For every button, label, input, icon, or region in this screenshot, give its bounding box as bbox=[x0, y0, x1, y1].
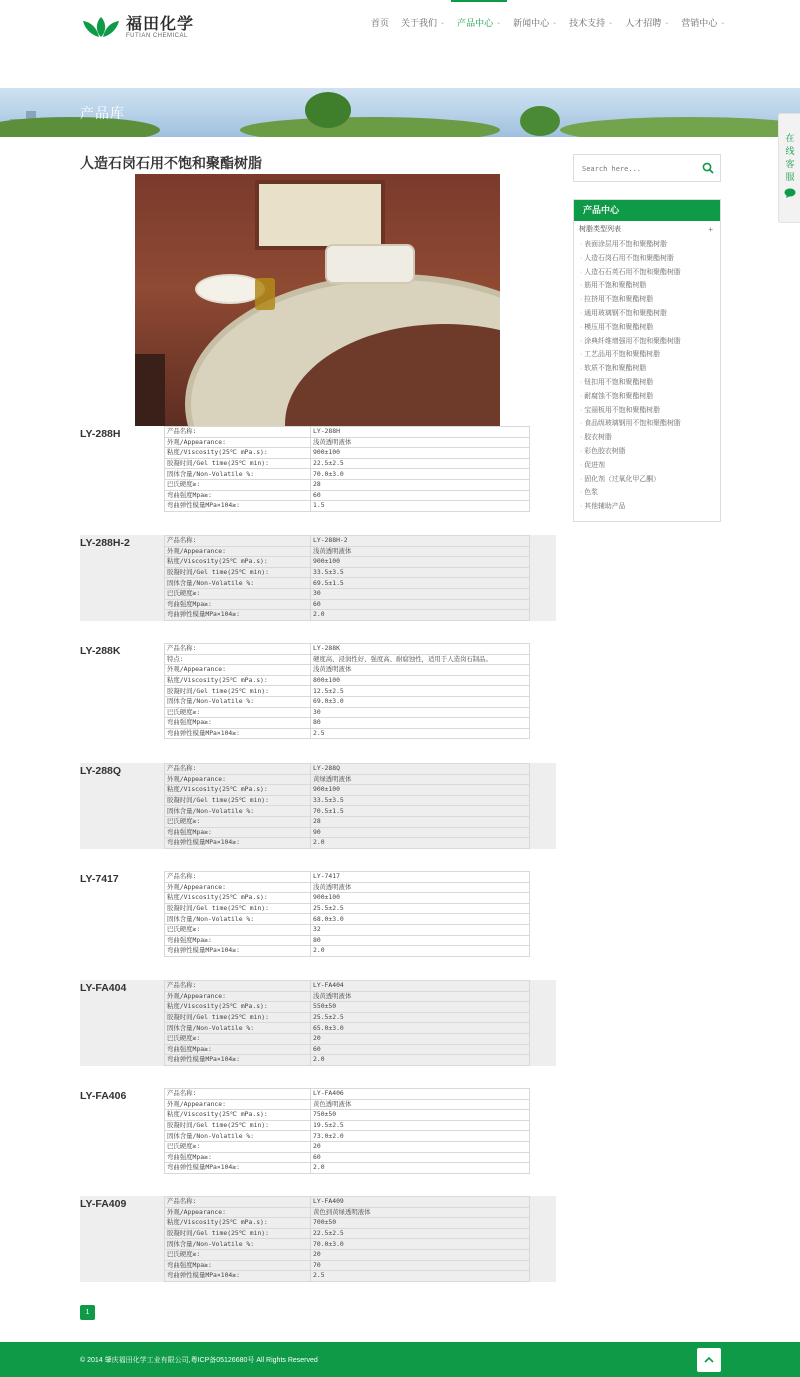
spec-row bbox=[165, 1152, 530, 1163]
spec-label: 弯曲弹性模量MPa×104≥: bbox=[165, 838, 311, 849]
spec-row bbox=[165, 946, 530, 957]
logo-name-cn: 福田化学 bbox=[126, 13, 195, 33]
spec-label: 固体含量/Non-Volatile %: bbox=[165, 1131, 311, 1142]
spec-row bbox=[165, 914, 530, 925]
product-name: LY-288K bbox=[80, 645, 121, 657]
spec-row bbox=[165, 1239, 530, 1250]
spec-table bbox=[164, 980, 530, 1066]
category-link[interactable]: · 拉挤用不饱和聚酯树脂 bbox=[580, 293, 720, 307]
spec-value: 33.5±3.5 bbox=[311, 795, 530, 806]
spec-label: 巴氏硬度≥: bbox=[165, 1141, 311, 1152]
spec-label: 粘度/Viscosity(25℃ mPa.s): bbox=[165, 1218, 311, 1229]
product-category-panel bbox=[573, 199, 721, 522]
spec-label: 胶凝时间/Gel time(25℃ min): bbox=[165, 567, 311, 578]
chevron-down-icon: ⌄ bbox=[496, 19, 502, 26]
spec-value: 900±100 bbox=[311, 448, 530, 459]
spec-label: 胶凝时间/Gel time(25℃ min): bbox=[165, 903, 311, 914]
spec-row bbox=[165, 903, 530, 914]
spec-label: 粘度/Viscosity(25℃ mPa.s): bbox=[165, 448, 311, 459]
spec-row bbox=[165, 764, 530, 775]
spec-value: 60 bbox=[311, 1044, 530, 1055]
spec-label: 产品名称: bbox=[165, 1197, 311, 1208]
spec-label: 巴氏硬度≥: bbox=[165, 924, 311, 935]
spec-label: 粘度/Viscosity(25℃ mPa.s): bbox=[165, 557, 311, 568]
nav-item-label: 技术支持 bbox=[569, 17, 606, 28]
spec-row bbox=[165, 1228, 530, 1239]
spec-value: LY-7417 bbox=[311, 872, 530, 883]
spec-row bbox=[165, 1260, 530, 1271]
spec-row bbox=[165, 838, 530, 849]
category-link[interactable]: · 其他辅助产品 bbox=[580, 500, 720, 514]
nav-item-4[interactable] bbox=[563, 0, 619, 44]
spec-value: 浅黄透明液体 bbox=[311, 882, 530, 893]
spec-row bbox=[165, 588, 530, 599]
spec-value: 70.5±1.5 bbox=[311, 806, 530, 817]
spec-value: 28 bbox=[311, 816, 530, 827]
leaf-logo-icon bbox=[80, 16, 122, 38]
spec-row bbox=[165, 1002, 530, 1013]
spec-table bbox=[164, 535, 530, 621]
spec-value: 2.0 bbox=[311, 610, 530, 621]
spec-row bbox=[165, 675, 530, 686]
back-to-top-button[interactable] bbox=[697, 1348, 721, 1372]
spec-value: LY-FA404 bbox=[311, 981, 530, 992]
search-input[interactable] bbox=[582, 163, 697, 175]
product-block bbox=[80, 871, 556, 957]
spec-value: 800±100 bbox=[311, 675, 530, 686]
spec-row bbox=[165, 437, 530, 448]
spec-value: 28 bbox=[311, 479, 530, 490]
spec-row bbox=[165, 1089, 530, 1100]
spec-row bbox=[165, 458, 530, 469]
spec-label: 固体含量/Non-Volatile %: bbox=[165, 578, 311, 589]
spec-label: 巴氏硬度≥: bbox=[165, 1033, 311, 1044]
spec-row bbox=[165, 610, 530, 621]
page-title: 人造石岗石用不饱和聚酯树脂 bbox=[80, 155, 262, 171]
spec-label: 胶凝时间/Gel time(25℃ min): bbox=[165, 458, 311, 469]
category-link[interactable]: · 模压用不饱和聚酯树脂 bbox=[580, 321, 720, 335]
spec-value: 60 bbox=[311, 490, 530, 501]
spec-label: 粘度/Viscosity(25℃ mPa.s): bbox=[165, 1110, 311, 1121]
spec-table bbox=[164, 871, 530, 957]
spec-value: 20 bbox=[311, 1033, 530, 1044]
spec-row bbox=[165, 501, 530, 512]
category-link[interactable]: · 筋用不饱和聚酯树脂 bbox=[580, 279, 720, 293]
spec-label: 固体含量/Non-Volatile %: bbox=[165, 806, 311, 817]
nav-item-2[interactable] bbox=[451, 0, 507, 44]
spec-label: 胶凝时间/Gel time(25℃ min): bbox=[165, 1012, 311, 1023]
nav-item-3[interactable] bbox=[507, 0, 563, 44]
spec-label: 巴氏硬度≥: bbox=[165, 588, 311, 599]
spec-row bbox=[165, 490, 530, 501]
spec-row bbox=[165, 991, 530, 1002]
spec-label: 弯曲强度Mpa≥: bbox=[165, 1044, 311, 1055]
spec-value: 2.5 bbox=[311, 728, 530, 739]
category-link[interactable]: · 色浆 bbox=[580, 486, 720, 500]
spec-label: 巴氏硬度≥: bbox=[165, 479, 311, 490]
spec-label: 弯曲强度Mpa≥: bbox=[165, 718, 311, 729]
spec-value: 25.5±2.5 bbox=[311, 1012, 530, 1023]
spec-row bbox=[165, 774, 530, 785]
nav-item-label: 营销中心 bbox=[681, 17, 718, 28]
spec-label: 产品名称: bbox=[165, 1089, 311, 1100]
spec-row bbox=[165, 1141, 530, 1152]
spec-value: 73.0±2.0 bbox=[311, 1131, 530, 1142]
spec-value: 80 bbox=[311, 935, 530, 946]
product-name: LY-FA406 bbox=[80, 1090, 127, 1102]
spec-label: 特点: bbox=[165, 654, 311, 665]
spec-row bbox=[165, 1131, 530, 1142]
spec-label: 弯曲强度Mpa≥: bbox=[165, 490, 311, 501]
search-box bbox=[573, 154, 721, 182]
spec-value: 900±100 bbox=[311, 893, 530, 904]
spec-row bbox=[165, 816, 530, 827]
category-link[interactable]: · 涂典纤维增强用不饱和聚酯树脂 bbox=[580, 335, 720, 349]
spec-label: 外观/Appearance: bbox=[165, 665, 311, 676]
banner-title: 产品库 bbox=[80, 105, 125, 121]
spec-value: 70.0±3.0 bbox=[311, 1239, 530, 1250]
spec-value: 65.0±3.0 bbox=[311, 1023, 530, 1034]
chevron-down-icon: ⌄ bbox=[664, 19, 670, 26]
spec-label: 产品名称: bbox=[165, 644, 311, 655]
spec-value: LY-FA409 bbox=[311, 1197, 530, 1208]
spec-value: 20 bbox=[311, 1141, 530, 1152]
spec-label: 巴氏硬度≥: bbox=[165, 1249, 311, 1260]
category-link[interactable]: · 促进剂 bbox=[580, 459, 720, 473]
spec-value: LY-288H-2 bbox=[311, 536, 530, 547]
chevron-down-icon: ⌄ bbox=[720, 19, 726, 26]
spec-row bbox=[165, 469, 530, 480]
spec-label: 外观/Appearance: bbox=[165, 1099, 311, 1110]
chevron-down-icon: ⌄ bbox=[608, 19, 614, 26]
spec-value: 69.5±1.5 bbox=[311, 578, 530, 589]
spec-label: 弯曲弹性模量MPa×104≥: bbox=[165, 946, 311, 957]
spec-value: 900±100 bbox=[311, 785, 530, 796]
online-service-label: 在线客服 bbox=[785, 133, 795, 182]
spec-row bbox=[165, 686, 530, 697]
spec-row bbox=[165, 479, 530, 490]
category-link[interactable]: · 人造石石英石用不饱和聚酯树脂 bbox=[580, 266, 720, 280]
spec-label: 弯曲弹性模量MPa×104≥: bbox=[165, 501, 311, 512]
spec-label: 弯曲弹性模量MPa×104≥: bbox=[165, 728, 311, 739]
spec-row bbox=[165, 557, 530, 568]
spec-row bbox=[165, 1120, 530, 1131]
spec-value: 90 bbox=[311, 827, 530, 838]
copyright-text: © 2014 肇庆福田化学工业有限公司,粤ICP备05126680号 All Rights Reserved bbox=[80, 1357, 318, 1364]
spec-label: 固体含量/Non-Volatile %: bbox=[165, 1239, 311, 1250]
spec-table bbox=[164, 426, 530, 512]
spec-row bbox=[165, 644, 530, 655]
spec-value: 69.0±3.0 bbox=[311, 696, 530, 707]
spec-row bbox=[165, 795, 530, 806]
pagination-page-1[interactable]: 1 bbox=[80, 1305, 95, 1320]
spec-row bbox=[165, 806, 530, 817]
spec-table bbox=[164, 763, 530, 849]
spec-row bbox=[165, 599, 530, 610]
spec-label: 弯曲强度Mpa≥: bbox=[165, 1152, 311, 1163]
spec-row bbox=[165, 882, 530, 893]
spec-label: 固体含量/Non-Volatile %: bbox=[165, 914, 311, 925]
spec-row bbox=[165, 1271, 530, 1282]
spec-label: 产品名称: bbox=[165, 981, 311, 992]
category-link[interactable]: · 表面涂层用不饱和聚酯树脂 bbox=[580, 238, 720, 252]
product-name: LY-7417 bbox=[80, 873, 119, 885]
spec-label: 胶凝时间/Gel time(25℃ min): bbox=[165, 1120, 311, 1131]
category-link[interactable]: · 通用玻璃钢不饱和聚酯树脂 bbox=[580, 307, 720, 321]
spec-value: 19.5±2.5 bbox=[311, 1120, 530, 1131]
chevron-up-icon bbox=[697, 1348, 721, 1372]
nav-item-label: 人才招聘 bbox=[625, 17, 662, 28]
spec-label: 弯曲弹性模量MPa×104≥: bbox=[165, 1271, 311, 1282]
site-footer bbox=[0, 1342, 800, 1377]
spec-row bbox=[165, 981, 530, 992]
page-banner bbox=[0, 88, 800, 137]
spec-value: 30 bbox=[311, 588, 530, 599]
spec-value: 黄色透明液体 bbox=[311, 1099, 530, 1110]
spec-table bbox=[164, 643, 530, 739]
spec-table bbox=[164, 1196, 530, 1282]
spec-row bbox=[165, 578, 530, 589]
product-name: LY-288Q bbox=[80, 765, 122, 777]
main-nav bbox=[365, 0, 731, 44]
spec-label: 粘度/Viscosity(25℃ mPa.s): bbox=[165, 893, 311, 904]
spec-label: 固体含量/Non-Volatile %: bbox=[165, 1023, 311, 1034]
spec-value: 900±100 bbox=[311, 557, 530, 568]
spec-row bbox=[165, 1033, 530, 1044]
spec-label: 外观/Appearance: bbox=[165, 1207, 311, 1218]
spec-row bbox=[165, 1110, 530, 1121]
spec-label: 外观/Appearance: bbox=[165, 774, 311, 785]
spec-label: 弯曲强度Mpa≥: bbox=[165, 1260, 311, 1271]
spec-label: 胶凝时间/Gel time(25℃ min): bbox=[165, 686, 311, 697]
spec-row bbox=[165, 546, 530, 557]
chat-icon bbox=[784, 188, 796, 198]
spec-value: 60 bbox=[311, 599, 530, 610]
spec-row bbox=[165, 448, 530, 459]
spec-row bbox=[165, 872, 530, 883]
spec-label: 固体含量/Non-Volatile %: bbox=[165, 469, 311, 480]
spec-label: 外观/Appearance: bbox=[165, 991, 311, 1002]
spec-row bbox=[165, 728, 530, 739]
spec-value: 32 bbox=[311, 924, 530, 935]
spec-label: 粘度/Viscosity(25℃ mPa.s): bbox=[165, 675, 311, 686]
spec-value: 2.5 bbox=[311, 1271, 530, 1282]
product-name: LY-FA404 bbox=[80, 982, 127, 994]
category-link[interactable]: · 固化剂（过氧化甲乙酮） bbox=[580, 473, 720, 487]
spec-value: LY-288K bbox=[311, 644, 530, 655]
nav-item-label: 首页 bbox=[371, 17, 390, 28]
category-link[interactable]: · 彩色胶衣树脂 bbox=[580, 445, 720, 459]
spec-row bbox=[165, 1099, 530, 1110]
spec-value: 550±50 bbox=[311, 1002, 530, 1013]
product-block bbox=[80, 1088, 556, 1174]
spec-row bbox=[165, 718, 530, 729]
category-group-resin-types[interactable] bbox=[574, 222, 720, 238]
spec-row bbox=[165, 1012, 530, 1023]
spec-value: LY-288Q bbox=[311, 764, 530, 775]
chevron-down-icon: ⌄ bbox=[440, 19, 446, 26]
spec-value: 700±50 bbox=[311, 1218, 530, 1229]
spec-value: 2.0 bbox=[311, 1055, 530, 1066]
spec-label: 胶凝时间/Gel time(25℃ min): bbox=[165, 1228, 311, 1239]
spec-value: 25.5±2.5 bbox=[311, 903, 530, 914]
logo[interactable] bbox=[80, 12, 195, 42]
spec-value: 浅黄透明液体 bbox=[311, 437, 530, 448]
product-block bbox=[80, 643, 556, 741]
nav-item-label: 关于我们 bbox=[401, 17, 438, 28]
site-header bbox=[0, 0, 800, 88]
category-link[interactable]: · 胶衣树脂 bbox=[580, 431, 720, 445]
spec-row bbox=[165, 924, 530, 935]
spec-value: 30 bbox=[311, 707, 530, 718]
product-block bbox=[80, 1196, 556, 1282]
spec-value: 1.5 bbox=[311, 501, 530, 512]
spec-table bbox=[164, 1088, 530, 1174]
spec-label: 弯曲弹性模量MPa×104≥: bbox=[165, 1055, 311, 1066]
spec-value: 33.5±3.5 bbox=[311, 567, 530, 578]
spec-row bbox=[165, 427, 530, 438]
spec-label: 巴氏硬度≥: bbox=[165, 816, 311, 827]
product-block bbox=[80, 763, 556, 849]
spec-value: 750±50 bbox=[311, 1110, 530, 1121]
nav-item-label: 产品中心 bbox=[457, 17, 494, 28]
spec-value: 20 bbox=[311, 1249, 530, 1260]
nav-item-1[interactable] bbox=[395, 0, 451, 44]
spec-label: 弯曲弹性模量MPa×104≥: bbox=[165, 610, 311, 621]
category-link[interactable]: · 食品级玻璃钢用不饱和聚酯树脂 bbox=[580, 417, 720, 431]
spec-label: 外观/Appearance: bbox=[165, 546, 311, 557]
category-link[interactable]: · 人造石岗石用不饱和聚酯树脂 bbox=[580, 252, 720, 266]
spec-row bbox=[165, 935, 530, 946]
category-heading: 产品中心 bbox=[574, 200, 720, 221]
spec-value: 68.0±3.0 bbox=[311, 914, 530, 925]
spec-row bbox=[165, 1055, 530, 1066]
category-link[interactable]: · 宝丽板用不饱和聚酯树脂 bbox=[580, 404, 720, 418]
product-block bbox=[80, 426, 556, 516]
spec-row bbox=[165, 665, 530, 676]
spec-value: LY-FA406 bbox=[311, 1089, 530, 1100]
category-link[interactable]: · 钮扣用不饱和聚酯树脂 bbox=[580, 376, 720, 390]
spec-row bbox=[165, 1218, 530, 1229]
category-group-label: 树脂类型列表 bbox=[579, 226, 621, 233]
logo-name-en: FUTIAN CHEMICAL bbox=[126, 32, 188, 39]
spec-value: LY-288H bbox=[311, 427, 530, 438]
spec-label: 产品名称: bbox=[165, 764, 311, 775]
spec-value: 浅黄透明液体 bbox=[311, 991, 530, 1002]
search-icon[interactable] bbox=[702, 162, 714, 174]
spec-row bbox=[165, 696, 530, 707]
category-link[interactable]: · 工艺品用不饱和聚酯树脂 bbox=[580, 348, 720, 362]
nav-item-6[interactable] bbox=[675, 0, 731, 44]
spec-value: 浅黄透明液体 bbox=[311, 665, 530, 676]
spec-value: 22.5±2.5 bbox=[311, 458, 530, 469]
spec-value: 60 bbox=[311, 1152, 530, 1163]
product-name: LY-288H bbox=[80, 428, 121, 440]
spec-row bbox=[165, 785, 530, 796]
spec-value: 22.5±2.5 bbox=[311, 1228, 530, 1239]
spec-label: 弯曲强度Mpa≥: bbox=[165, 827, 311, 838]
category-link[interactable]: · 软质不饱和聚酯树脂 bbox=[580, 362, 720, 376]
product-name: LY-288H-2 bbox=[80, 537, 130, 549]
product-name: LY-FA409 bbox=[80, 1198, 127, 1210]
product-block bbox=[80, 980, 556, 1066]
spec-label: 弯曲弹性模量MPa×104≥: bbox=[165, 1163, 311, 1174]
spec-label: 弯曲强度Mpa≥: bbox=[165, 599, 311, 610]
spec-value: 浅黄透明液体 bbox=[311, 546, 530, 557]
spec-label: 粘度/Viscosity(25℃ mPa.s): bbox=[165, 785, 311, 796]
spec-row bbox=[165, 1197, 530, 1208]
spec-label: 产品名称: bbox=[165, 872, 311, 883]
spec-value: 80 bbox=[311, 718, 530, 729]
nav-item-5[interactable] bbox=[619, 0, 675, 44]
product-photo bbox=[135, 174, 500, 426]
category-list bbox=[574, 238, 720, 514]
spec-row bbox=[165, 827, 530, 838]
spec-row bbox=[165, 536, 530, 547]
spec-row bbox=[165, 1023, 530, 1034]
online-service-tab[interactable] bbox=[778, 113, 800, 223]
product-block bbox=[80, 535, 556, 621]
category-link[interactable]: · 耐腐蚀不饱和聚酯树脂 bbox=[580, 390, 720, 404]
spec-label: 产品名称: bbox=[165, 536, 311, 547]
spec-label: 粘度/Viscosity(25℃ mPa.s): bbox=[165, 1002, 311, 1013]
spec-label: 巴氏硬度≥: bbox=[165, 707, 311, 718]
spec-value: 黄色到黄绿透明液体 bbox=[311, 1207, 530, 1218]
expand-icon[interactable]: + bbox=[708, 225, 713, 234]
spec-value: 2.0 bbox=[311, 1163, 530, 1174]
spec-row bbox=[165, 567, 530, 578]
spec-label: 外观/Appearance: bbox=[165, 882, 311, 893]
spec-value: 70 bbox=[311, 1260, 530, 1271]
spec-row bbox=[165, 893, 530, 904]
spec-value: 黄绿透明液体 bbox=[311, 774, 530, 785]
spec-value: 12.5±2.5 bbox=[311, 686, 530, 697]
spec-label: 弯曲强度Mpa≥: bbox=[165, 935, 311, 946]
spec-row bbox=[165, 1163, 530, 1174]
spec-label: 胶凝时间/Gel time(25℃ min): bbox=[165, 795, 311, 806]
spec-value: 硬度高、浸润性好、强度高、耐腐蚀性，适用于人造岗石制品。 bbox=[311, 654, 530, 665]
nav-item-label: 新闻中心 bbox=[513, 17, 550, 28]
spec-row bbox=[165, 707, 530, 718]
spec-label: 外观/Appearance: bbox=[165, 437, 311, 448]
spec-value: 2.0 bbox=[311, 946, 530, 957]
spec-row bbox=[165, 1249, 530, 1260]
nav-item-0[interactable] bbox=[365, 0, 395, 44]
spec-value: 70.0±3.0 bbox=[311, 469, 530, 480]
spec-label: 固体含量/Non-Volatile %: bbox=[165, 696, 311, 707]
spec-row bbox=[165, 1044, 530, 1055]
spec-value: 2.0 bbox=[311, 838, 530, 849]
spec-row bbox=[165, 654, 530, 665]
spec-row bbox=[165, 1207, 530, 1218]
chevron-down-icon: ⌄ bbox=[552, 19, 558, 26]
spec-label: 产品名称: bbox=[165, 427, 311, 438]
